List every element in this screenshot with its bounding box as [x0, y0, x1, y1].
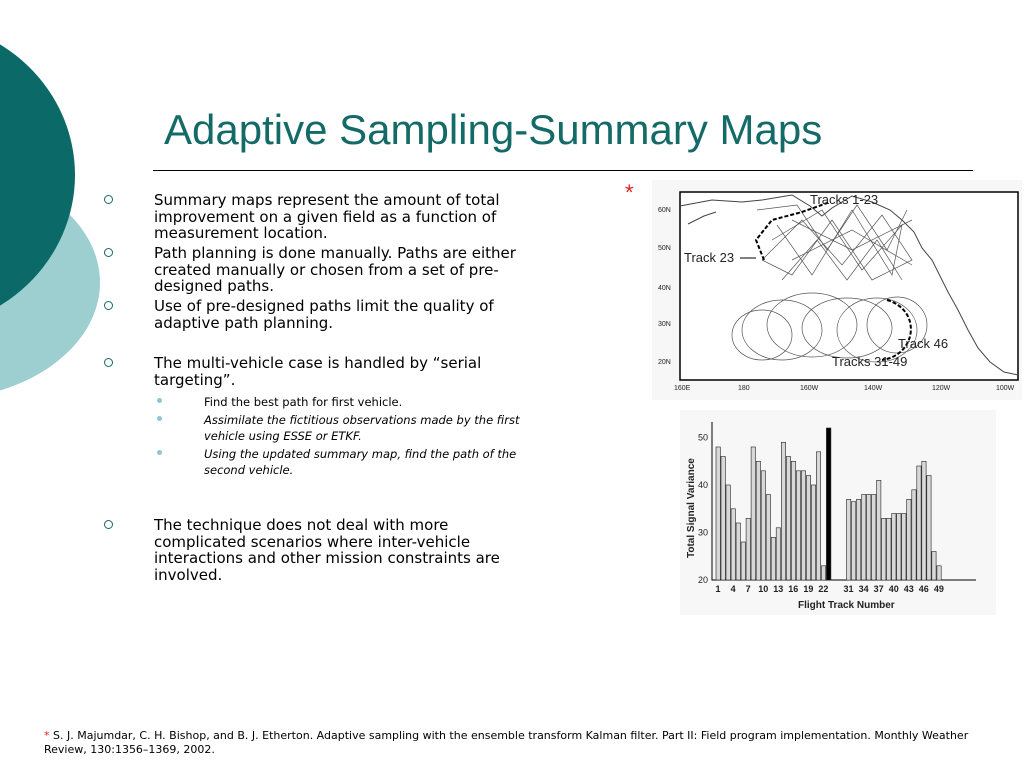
- bullet-text: Path planning is done manually. Paths are either created manually or chosen from a set of pre-designed paths.: [154, 244, 516, 295]
- x-tick-label: 31: [843, 584, 854, 594]
- bar-track-44: [912, 490, 916, 580]
- map-label-tracks-1-23: Tracks 1-23: [810, 192, 879, 207]
- sub-bullet-dot-icon: [157, 450, 162, 455]
- y-tick-label: 50: [698, 432, 709, 443]
- bar-track-12: [771, 537, 775, 580]
- x-tick-label: 13: [773, 584, 784, 594]
- bar-track-1: [716, 447, 720, 580]
- bar-track-16: [791, 461, 795, 580]
- bar-track-2: [721, 457, 725, 581]
- footnote: [44, 729, 994, 757]
- lat-tick-label: 60N: [658, 207, 671, 214]
- citation-asterisk: *: [625, 180, 634, 205]
- bar-track-17: [796, 471, 800, 580]
- bullet-circle-icon: [104, 195, 113, 204]
- bar-track-45: [917, 466, 921, 580]
- lon-tick-label: 160W: [800, 385, 819, 392]
- x-tick-label: 10: [758, 584, 769, 594]
- bar-track-35: [867, 495, 871, 581]
- x-tick-label: 4: [730, 584, 736, 594]
- bar-track-10: [761, 471, 765, 580]
- bar-track-8: [751, 447, 755, 580]
- bar-track-20: [811, 485, 815, 580]
- lon-tick-label: 140W: [864, 385, 883, 392]
- x-tick-label: 37: [873, 584, 884, 594]
- bar-track-18: [801, 471, 805, 580]
- bar-track-36: [872, 495, 876, 581]
- bar-track-6: [741, 542, 745, 580]
- map-label-tracks-31-49: Tracks 31-49: [832, 354, 908, 369]
- lon-tick-label: 160E: [674, 385, 691, 392]
- y-tick-label: 30: [698, 527, 709, 538]
- bar-track-23: [826, 428, 831, 580]
- bar-track-46: [922, 461, 926, 580]
- bar-track-3: [726, 485, 730, 580]
- lat-tick-label: 40N: [658, 285, 671, 292]
- bar-track-14: [781, 442, 785, 580]
- x-tick-label: 22: [818, 584, 829, 594]
- sub-bullet-dot-icon: [157, 416, 162, 421]
- bar-track-47: [927, 476, 931, 581]
- footnote-text: S. J. Majumdar, C. H. Bishop, and B. J. Etherton. Adaptive sampling with the ensemble transform Kalman filter. Part II: Field program implementation. Monthly Weather Review, 130:1356–1369, 2002.: [44, 729, 969, 756]
- bullet-circle-icon: [104, 301, 113, 310]
- bar-track-31: [847, 499, 851, 580]
- x-tick-label: 19: [803, 584, 814, 594]
- x-tick-label: 34: [858, 584, 869, 594]
- bar-track-13: [776, 528, 780, 580]
- signal-variance-chart: [680, 410, 996, 615]
- x-axis-label: Flight Track Number: [798, 600, 895, 611]
- flight-tracks-map: [652, 180, 1022, 400]
- x-tick-label: 40: [888, 584, 899, 594]
- sub-bullet-dot-icon: [157, 398, 162, 403]
- bar-track-37: [877, 480, 881, 580]
- x-tick-label: 46: [918, 584, 929, 594]
- bar-track-42: [902, 514, 906, 581]
- bar-track-11: [766, 495, 770, 581]
- x-tick-label: 43: [903, 584, 914, 594]
- x-tick-label: 7: [745, 584, 751, 594]
- sub-bullet-text: Using the updated summary map, find the path of the second vehicle.: [204, 447, 517, 477]
- bar-track-9: [756, 461, 760, 580]
- bullet-text: The technique does not deal with more complicated scenarios where inter-vehicle interactions and other mission constraints are involved.: [154, 516, 500, 584]
- bar-track-39: [887, 518, 891, 580]
- bullet-text: The multi-vehicle case is handled by “serial targeting”.: [154, 354, 482, 389]
- y-tick-label: 40: [698, 480, 709, 490]
- bar-track-41: [897, 514, 901, 581]
- map-label-track-46: Track 46: [898, 336, 949, 351]
- title-divider: [153, 170, 973, 171]
- bar-track-38: [882, 518, 886, 580]
- footnote-asterisk: *: [44, 729, 50, 742]
- x-tick-label: 16: [788, 584, 799, 594]
- y-axis-label: Total Signal Variance: [686, 458, 697, 558]
- bar-track-21: [816, 452, 820, 580]
- lat-tick-label: 50N: [658, 245, 671, 252]
- bar-track-48: [932, 552, 936, 581]
- y-tick-label: 20: [698, 575, 709, 585]
- map-label-track-23: Track 23: [684, 250, 735, 265]
- bullet-circle-icon: [104, 520, 113, 529]
- bar-track-40: [892, 514, 896, 581]
- sub-bullet-text: Assimilate the fictitious observations made by the first vehicle using ESSE or ETKF.: [204, 413, 520, 443]
- lon-tick-label: 180: [738, 385, 750, 392]
- slide-title: Adaptive Sampling-Summary Maps: [164, 106, 823, 153]
- lat-tick-label: 30N: [658, 321, 671, 328]
- bar-track-7: [746, 518, 750, 580]
- bullet-circle-icon: [104, 248, 113, 257]
- sub-bullet-text: Find the best path for first vehicle.: [204, 395, 403, 409]
- bar-track-19: [806, 476, 810, 581]
- lon-tick-label: 100W: [996, 385, 1015, 392]
- bar-track-32: [852, 502, 856, 580]
- bar-track-34: [862, 495, 866, 581]
- lat-tick-label: 20N: [658, 359, 671, 366]
- bar-track-15: [786, 457, 790, 581]
- bar-track-43: [907, 499, 911, 580]
- bar-track-4: [731, 509, 735, 580]
- bullet-text: Use of pre-designed paths limit the quality of adaptive path planning.: [154, 297, 494, 332]
- bar-track-22: [821, 566, 825, 580]
- bar-track-5: [736, 523, 740, 580]
- bar-track-33: [857, 499, 861, 580]
- bullet-circle-icon: [104, 358, 113, 367]
- bar-track-49: [937, 566, 941, 580]
- lon-tick-label: 120W: [932, 385, 951, 392]
- bullet-text: Summary maps represent the amount of total improvement on a given field as a function of measurement location.: [154, 191, 500, 242]
- x-tick-label: 1: [715, 584, 721, 594]
- x-tick-label: 49: [933, 584, 944, 594]
